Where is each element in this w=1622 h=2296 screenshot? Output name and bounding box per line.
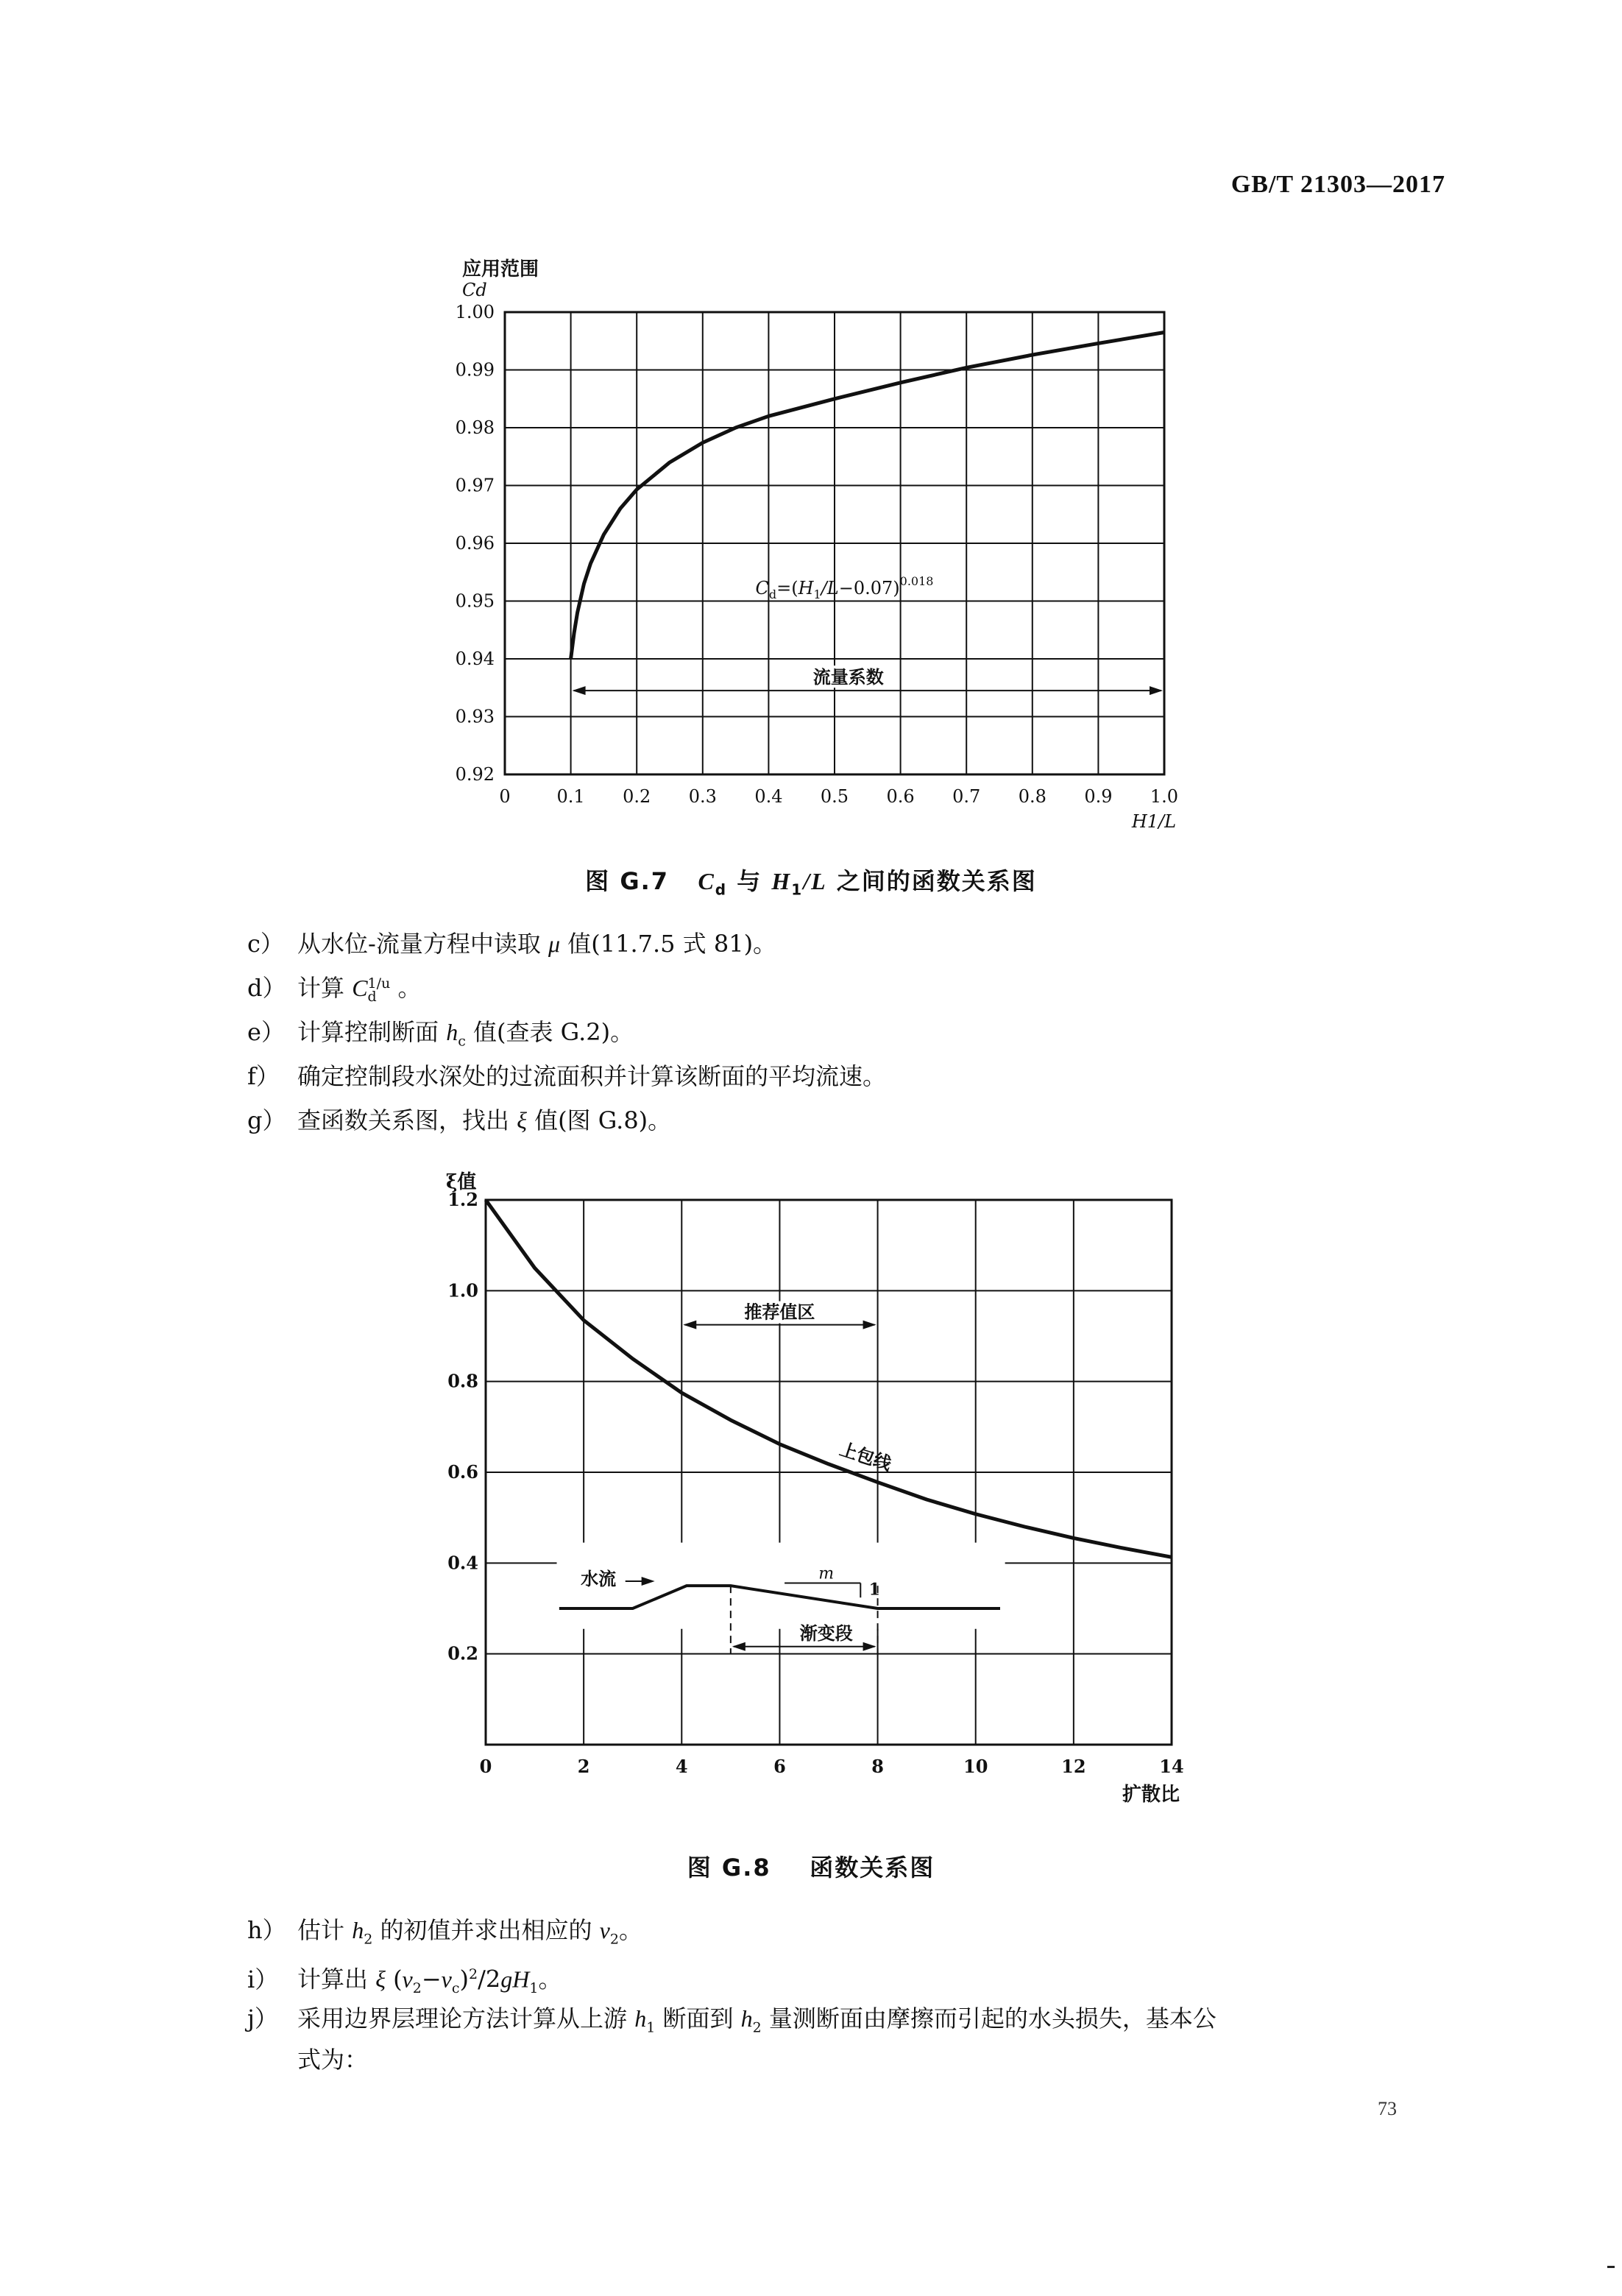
inset-mask [557, 1543, 1005, 1629]
formula-eq: =( [776, 578, 798, 599]
x-tick-label: 2 [577, 1756, 590, 1777]
x-axis-label: H1/L [1131, 811, 1177, 832]
item-marker: j） [247, 2004, 278, 2032]
x-tick-label: 6 [773, 1756, 786, 1777]
y-tick-label: 0.93 [455, 706, 495, 727]
y-axis-top-label: 应用范围 [462, 258, 539, 280]
item-text-continuation: 式为： [297, 2046, 369, 2074]
envelope-curve [486, 1200, 1172, 1557]
item-marker: e） [247, 1018, 285, 1046]
transition-label: 渐变段 [799, 1622, 853, 1644]
item-symbol-g: gH [500, 1965, 530, 1993]
item-sub: 1 [529, 1980, 539, 1997]
y-tick-label: 0.4 [447, 1552, 478, 1574]
caption-c-sub: d [715, 880, 728, 899]
x-tick-label: 0.5 [820, 786, 849, 807]
x-tick-label: 0.7 [952, 786, 981, 807]
item-text: 量测断面由摩擦而引起的水头损失，基本公 [768, 2004, 1216, 2032]
item-sub: 1 [646, 2019, 656, 2036]
item-symbol-c: C [352, 975, 368, 1001]
item-text: 。 [397, 974, 422, 1002]
item-text: 计算 [297, 974, 345, 1002]
formula-exp: 0.018 [899, 574, 934, 589]
x-tick-label: 0.1 [556, 786, 585, 807]
recommended-arrow-left [683, 1321, 696, 1329]
y-tick-label: 0.92 [455, 764, 495, 785]
item-marker: h） [247, 1916, 286, 1944]
formula-label [755, 574, 933, 601]
x-tick-label: 0.4 [754, 786, 783, 807]
y-tick-label: 1.2 [447, 1189, 478, 1210]
x-tick-label: 4 [675, 1756, 688, 1777]
x-axis-label: 扩散比 [1122, 1784, 1180, 1806]
item-marker: i） [247, 1965, 279, 1993]
formula-c-sub: d [768, 587, 777, 602]
item-text: 确定控制段水深处的过流面积并计算该断面的平均流速。 [297, 1062, 887, 1090]
item-sub: c [451, 1980, 460, 1997]
y-tick-label: 0.98 [455, 417, 495, 438]
caption-slash-l: /L [803, 868, 827, 894]
item-sub: 2 [752, 2019, 762, 2036]
formula-c: C [755, 578, 769, 599]
x-tick-label: 1.0 [1150, 786, 1179, 807]
item-sub: 2 [412, 1980, 422, 1997]
x-tick-label: 0.6 [886, 786, 915, 807]
item-text: 的初值并求出相应的 [380, 1916, 592, 1944]
chart-g7 [0, 0, 1622, 869]
item-symbol-h: h [446, 1019, 458, 1045]
item-marker: d） [247, 974, 286, 1002]
figure-g8-caption [0, 1849, 1622, 1883]
range-label: 流量系数 [812, 666, 884, 688]
y-tick-label: 1.00 [455, 302, 495, 322]
y-tick-label: 0.99 [455, 359, 495, 381]
caption-title: 函数关系图 [810, 1854, 935, 1882]
item-symbol-h: h [352, 1917, 364, 1943]
item-text: 计算出 [297, 1965, 369, 1993]
item-marker: g） [247, 1106, 286, 1134]
item-text: 。 [538, 1965, 562, 1993]
list-item-c [247, 928, 1454, 960]
range-arrow-right [1150, 686, 1163, 695]
transition-arrow-right [863, 1642, 876, 1651]
item-text: 值(11.7.5 式 81)。 [567, 930, 777, 958]
item-sub: 2 [609, 1931, 619, 1948]
list-item-e [247, 1016, 1454, 1057]
caption-label: 图 G.8 [687, 1854, 771, 1882]
x-tick-label: 0 [499, 786, 511, 807]
formula-h: H [798, 578, 814, 599]
x-tick-label: 0.8 [1018, 786, 1046, 807]
caption-mid: 与 [737, 867, 762, 895]
y-tick-label: 1.0 [447, 1279, 478, 1301]
item-sup: 2 [469, 1966, 478, 1982]
recommended-label: 推荐值区 [744, 1301, 815, 1323]
item-symbol-h: h [740, 2005, 753, 2032]
x-tick-label: 14 [1159, 1756, 1184, 1777]
cd-curve [571, 333, 1164, 660]
item-text: 断面到 [662, 2004, 734, 2032]
x-tick-label: 0.3 [688, 786, 717, 807]
chart-g8 [0, 1148, 1622, 1811]
item-text: 查函数关系图，找出 [297, 1106, 510, 1134]
item-symbol-mu: μ [548, 930, 561, 957]
formula-l: /L [821, 578, 839, 599]
item-symbol-xi: ξ [375, 1965, 386, 1993]
item-text: 值(查表 G.2)。 [473, 1018, 634, 1046]
range-arrow-left [573, 686, 586, 695]
x-tick-label: 10 [963, 1756, 988, 1777]
flow-label: 水流 [581, 1567, 617, 1589]
caption-label: 图 G.7 [585, 867, 670, 895]
list-item-d [247, 972, 1454, 1004]
list-item-h [247, 1914, 1454, 1955]
item-marker: f） [247, 1062, 280, 1090]
item-symbol-v: v [599, 1917, 610, 1943]
item-sup: 1/u [367, 975, 391, 992]
edge-mark [1607, 2266, 1615, 2268]
item-sub: 2 [364, 1931, 373, 1948]
item-text: 从水位-流量方程中读取 [297, 930, 541, 958]
item-marker: c） [247, 930, 284, 958]
x-tick-label: 0 [479, 1756, 492, 1777]
caption-c: C [698, 868, 715, 894]
x-tick-label: 0.2 [623, 786, 651, 807]
slope-m-label: m [818, 1564, 835, 1583]
list-item-f [247, 1060, 1454, 1092]
item-text: − [421, 1965, 442, 1993]
y-tick-label: 0.2 [447, 1642, 478, 1664]
y-axis-label: Cd [462, 280, 487, 300]
item-text: 计算控制断面 [297, 1018, 439, 1046]
item-symbol-xi: ξ [517, 1107, 527, 1134]
slope-1-label: 1 [868, 1580, 880, 1600]
item-text: /2 [478, 1965, 501, 1993]
recommended-arrow-right [863, 1321, 876, 1329]
item-symbol-h: h [634, 2005, 647, 2032]
list-item-j [247, 2002, 1454, 2076]
y-tick-label: 0.94 [455, 649, 495, 669]
item-sub: d [367, 988, 377, 1005]
y-tick-label: 0.96 [455, 533, 495, 554]
y-tick-label: 0.95 [455, 590, 495, 612]
item-text: ) [459, 1965, 469, 1993]
item-sub: c [458, 1033, 466, 1050]
envelope-label: 上包线 [837, 1438, 894, 1475]
x-tick-label: 12 [1061, 1756, 1086, 1777]
formula-const: −0.07) [838, 578, 900, 599]
caption-h: H [771, 868, 792, 894]
y-tick-label: 0.8 [447, 1370, 478, 1392]
item-text: ( [393, 1965, 403, 1993]
transition-arrow-left [732, 1642, 746, 1651]
item-text: 估计 [297, 1916, 345, 1944]
page-number: 73 [1378, 2098, 1397, 2119]
caption-tail: 之间的函数关系图 [836, 867, 1037, 895]
figure-g7-caption [0, 863, 1622, 898]
standard-number: GB/T 21303—2017 [1230, 171, 1445, 198]
x-tick-label: 0.9 [1084, 786, 1113, 807]
y-axis-label: ξ值 [446, 1171, 477, 1193]
list-item-g [247, 1104, 1454, 1137]
item-text: 采用边界层理论方法计算从上游 [297, 2004, 628, 2032]
item-symbol-v: v [402, 1965, 413, 1993]
caption-h-sub: 1 [791, 880, 804, 899]
item-symbol-v: v [441, 1965, 452, 1993]
y-tick-label: 0.6 [447, 1461, 478, 1483]
formula-h-sub: 1 [813, 587, 821, 602]
y-tick-label: 0.97 [455, 475, 495, 496]
item-text: 值(图 G.8)。 [534, 1106, 672, 1134]
item-text: 。 [618, 1916, 642, 1944]
list-item-i [247, 1958, 1454, 2004]
x-tick-label: 8 [871, 1756, 884, 1777]
